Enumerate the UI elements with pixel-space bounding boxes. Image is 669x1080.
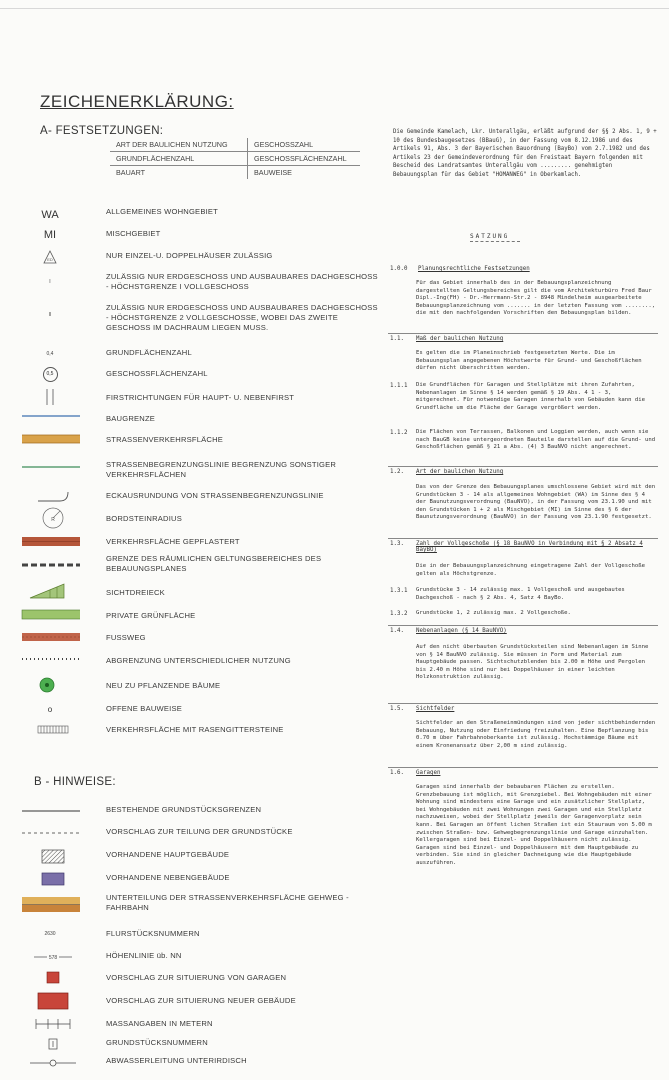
- legend-row-garagen: [0, 966, 380, 990]
- legend-label: PRIVATE GRÜNFLÄCHE: [106, 611, 196, 620]
- wa-text: WA: [41, 209, 59, 221]
- legend-row-eckausrundung: [0, 484, 380, 508]
- legend-row-mi: [0, 223, 380, 247]
- legend-row-gepflastert: [0, 530, 380, 554]
- section-heading: Garagen: [416, 770, 441, 776]
- section-text: Garagen sind innerhalb der bebaubaren Flächen zu erstellen. Grenzbebauung ist möglich, mit Grenzgiebel. Bei Wohngebäuden mit einer Wohnung sind mindestens eine Garage und ein zusätzlicher Stellplatz, bei Wohngebäuden mit zwei Wohnungen zwei Garagen und ein Stellplatz nachzuweisen, wobei der Stellplatz jeweils der Garagenvorplatz sein kann. Bei Garagen an öffent lichen Straßen ist ein Stauraum von 5.00 m zwischen Straßen- bzw. Gehwegbegrenzungslinie und Garage einzuhalten. Kellergaragen sind bei Einzel- und Doppelhäusern nicht zulässig. Garagen sind bei Einzel- und Doppelhäusern mit dem Hauptgebäude zu verbinden. Sie sind in gleicher Dachneigung wie die Hauptgebäude auszuführen.: [416, 784, 652, 866]
- legend-label: GRUNDSTÜCKSNUMMERN: [106, 1038, 208, 1047]
- legend-row-bordstein: [0, 506, 380, 530]
- section-text: Für das Gebiet innerhalb des in der Bebauungsplanzeichnung dargestellten Geltungsbereiches gilt die vom Architekturbüro Fred Baur Dipl.-Ing(FH) - Dr.-Herrmann-Str.2 - 8948 Mindelheim ausgearbeitete Bebauungsplanzeichnung vom ....... in der letzten Fassung vom ........, die mit den nachfolgenden Vorschriften den Bebauungsplan bilden.: [416, 280, 656, 317]
- legend-label: NUR EINZEL-U. DOPPELHÄUSER ZULÄSSIG: [106, 251, 273, 260]
- legend-label: BORDSTEINRADIUS: [106, 514, 182, 523]
- section-heading: Maß der baulichen Nutzung: [416, 336, 504, 342]
- legend-label: GRUNDFLÄCHENZAHL: [106, 348, 192, 357]
- red-small-box-icon: [20, 966, 80, 990]
- section-text: Sichtfelder an den Straßeneinmündungen sind von jeder sichtbehindernden Bebauung, Nutzung oder Einfriedung freizuhalten. Eine Bepflanzung bis 0.70 m über Fahrbahnoberkante ist zulässig. Hochstämmige Bäume mit einem Kronenansatz über 2,00 m sind zulässig.: [416, 720, 656, 749]
- legend-label: HÖHENLINIE üb. NN: [106, 951, 182, 960]
- legend-label: ABGRENZUNG UNTERSCHIEDLICHER NUTZUNG: [106, 656, 291, 665]
- satzung-underline: [470, 241, 520, 242]
- gfz-circle-icon: 0,5: [43, 367, 58, 382]
- section-text: Es gelten die im Planeinschrieb festgesetzten Werte. Die im Bebauungsplan angegebenen Höchstwerte für Grund- und Geschoßflächen dürfen nicht überschritten werden.: [416, 350, 642, 372]
- section-number: 1.1.1: [390, 383, 408, 389]
- open-construction-icon: o: [47, 704, 53, 714]
- legend-label: MISCHGEBIET: [106, 229, 161, 238]
- legend-label: STRASSENBEGRENZUNGSLINIE BEGRENZUNG SONSTIGER VERKEHRSFLÄCHEN: [106, 460, 337, 479]
- section-number: 1.6.: [390, 770, 404, 776]
- satzung-heading: SATZUNG: [470, 233, 510, 240]
- section-a-heading: A- FESTSETZUNGEN:: [40, 125, 164, 137]
- legend-row-grundstuecksgrenzen: [0, 800, 380, 824]
- schablone-grz: GRUNDFLÄCHENZAHL: [110, 152, 248, 165]
- contour-line-icon: [20, 944, 80, 968]
- section-number: 1.0.0: [390, 266, 408, 272]
- legend-label: ABWASSERLEITUNG UNTERIRDISCH: [106, 1056, 247, 1065]
- section-text: Das von der Grenze des Bebauungsplanes umschlossene Gebiet wird mit den Grundstücken 3 - 14 als allgemeines Wohngebiet (WA) im Sinne des § 4 der Baunutzungsverordnung (BauNVO), in der Fassung vom 23.1.90 und mit den Grundstücken 1 + 2 als Mischgebiet (MI) im Sinne des § 6 der Baunutzungsverordnung (BauNVO) in der Fassung vom 23.1.90 festgesetzt.: [416, 484, 656, 521]
- legend-row-abgrenzung: [0, 648, 380, 672]
- legend-label: GESCHOSSFLÄCHENZAHL: [106, 369, 208, 378]
- legend-label: VORHANDENE NEBENGEBÄUDE: [106, 873, 230, 882]
- legend-row-gruenflaeche: [0, 602, 380, 626]
- grass-grid-icon: [20, 718, 80, 742]
- divider: [388, 333, 658, 334]
- legend-label: ZULÄSSIG NUR ERDGESCHOSS UND AUSBAUBARES DACHGESCHOSS - HÖCHSTGRENZE I VOLLGESCHOSS: [106, 272, 378, 291]
- legend-row-einzel-doppel: [0, 245, 380, 269]
- section-number: 1.4.: [390, 628, 404, 634]
- section-number: 1.5.: [390, 706, 404, 712]
- svg-text:578: 578: [48, 955, 58, 961]
- legend-row-two-storey: [0, 303, 380, 332]
- legend-label: GRENZE DES RÄUMLICHEN GELTUNGSBEREICHES DES BEBAUUNGSPLANES: [106, 554, 322, 573]
- red-large-box-icon: [20, 989, 80, 1013]
- legend-label: BESTEHENDE GRUNDSTÜCKSGRENZEN: [106, 805, 262, 814]
- section-heading: Zahl der Vollgeschoße (§ 18 BauNVO in Verbindung mit § 2 Absatz 4 BayBO): [416, 541, 643, 553]
- sight-triangle-icon: [20, 580, 80, 604]
- dashed-line-icon: [20, 822, 80, 846]
- solid-line-icon: [20, 800, 80, 824]
- section-number: 1.1.: [390, 336, 404, 342]
- legend-row-hoehenlinie: [0, 944, 380, 968]
- legend-label: VORSCHLAG ZUR SITUIERUNG NEUER GEBÄUDE: [106, 996, 296, 1005]
- legend-label: VORSCHLAG ZUR TEILUNG DER GRUNDSTÜCKE: [106, 827, 293, 836]
- intro-paragraph: Die Gemeinde Kamelach, Lkr. Unterallgäu, erläßt aufgrund der §§ 2 Abs. 1, 9 + 10 des Bundesbaugesetzes (BBauG), in der Fassung vom 8.12.1986 und des Artikels 91, Abs. 3 der Bayerischen Bauordnung (BayBo) vom 2.7.1982 und des Artikels 23 der Gemeindeverordnung für den Freistaat Bayern folgenden mit Bescheid des Landratsamtes Unterallgäu vom ......... genehmigten Bebauungsplan für das Gebiet "HOMANWEG" in Oberkamlach.: [393, 129, 657, 178]
- legend-label: FUSSWEG: [106, 633, 146, 642]
- dashed-boundary-icon: [20, 553, 80, 577]
- section-text: Grundstücke 1, 2 zulässig max. 2 Vollgeschoße.: [416, 610, 571, 616]
- roman-numeral-two: II: [48, 312, 52, 318]
- green-line-icon: [20, 455, 80, 479]
- tree-icon: [20, 673, 80, 697]
- triangle-icon: [43, 250, 57, 264]
- legend-label: VERKEHRSFLÄCHE MIT RASENGITTERSTEINE: [106, 725, 284, 734]
- legend-label: VORSCHLAG ZUR SITUIERUNG VON GARAGEN: [106, 973, 287, 982]
- section-number: 1.1.2: [390, 430, 408, 436]
- divider: [388, 466, 658, 467]
- section-text: Grundstücke 3 - 14 zulässig max. 1 Vollgeschoß und ausgebautes Dachgeschoß - nach § 2 Abs. 4, Satz 4 BayBo.: [416, 587, 625, 601]
- legend-label: OFFENE BAUWEISE: [106, 704, 182, 713]
- svg-text:R: R: [51, 517, 55, 523]
- legend-row-hauptgebaeude: [0, 845, 380, 869]
- legend-label: FIRSTRICHTUNGEN FÜR HAUPT- U. NEBENFIRST: [106, 393, 295, 402]
- orange-band-icon: [20, 428, 80, 452]
- legend-label: VORHANDENE HAUPTGEBÄUDE: [106, 850, 230, 859]
- radius-circle-icon: [20, 506, 80, 530]
- schablone-art: ART DER BAULICHEN NUTZUNG: [110, 138, 248, 151]
- dotted-boundary-icon: [20, 648, 80, 672]
- roman-numeral-one: I: [49, 279, 51, 285]
- section-number: 1.3.2: [390, 611, 408, 617]
- legend-label: SICHTDREIECK: [106, 588, 165, 597]
- section-number: 1.3.: [390, 541, 404, 547]
- legend-row-teilung: [0, 822, 380, 846]
- legend-label: MASSANGABEN IN METERN: [106, 1019, 213, 1028]
- schablone-bauweise: BAUWEISE: [254, 168, 292, 177]
- green-area-icon: [20, 602, 80, 626]
- legend-label: STRASSENVERKEHRSFLÄCHE: [106, 435, 224, 444]
- divider: [388, 767, 658, 768]
- legend-row-abwasser: [0, 1052, 380, 1076]
- split-band-icon: [20, 893, 80, 917]
- legend-label: NEU ZU PFLANZENDE BÄUME: [106, 681, 221, 690]
- purple-box-icon: [20, 868, 80, 892]
- hatched-box-icon: [20, 845, 80, 869]
- blue-line-icon: [20, 405, 80, 429]
- legend-row-gfz: [0, 362, 380, 386]
- legend-row-one-storey: [0, 270, 380, 294]
- legend-label: UNTERTEILUNG DER STRASSENVERKEHRSFLÄCHE GEHWEG - FAHRBAHN: [106, 893, 349, 912]
- legend-label: ECKAUSRUNDUNG VON STRASSENBEGRENZUNGSLINIE: [106, 491, 324, 500]
- legend-row-strassenverkehr: [0, 428, 380, 452]
- mi-text: MI: [43, 229, 57, 241]
- legend-row-neue-gebaeude: [0, 989, 380, 1013]
- footpath-band-icon: [20, 625, 80, 649]
- legend-row-fussweg: [0, 625, 380, 649]
- section-heading: Planungsrechtliche Festsetzungen: [418, 266, 530, 272]
- legend-row-strassenbegrenzung: [0, 455, 380, 479]
- section-text: Die Flächen von Terrassen, Balkonen und Loggien werden, auch wenn sie nach BauGB keine untergeordneten Bauteile darstellen auf die Grund- und Geschoßflächen gemäß § 21 a Abs. (4) 3 BauNVO nicht angerechnet.: [416, 429, 656, 451]
- divider: [388, 703, 658, 704]
- legend-row-geltungsbereich: [0, 553, 380, 577]
- section-heading: Art der baulichen Nutzung: [416, 469, 504, 475]
- sewer-line-icon: [20, 1052, 80, 1076]
- corner-curve-icon: [20, 484, 80, 508]
- legend-row-sichtdreieck: [0, 580, 380, 604]
- page-title: ZEICHENERKLÄRUNG:: [40, 92, 234, 111]
- parcel-number: 2630: [44, 931, 56, 937]
- legend-row-baeume: [0, 673, 380, 697]
- section-number: 1.2.: [390, 469, 404, 475]
- legend-label: ZULÄSSIG NUR ERDGESCHOSS UND AUSBAUBARES DACHGESCHOSS - HÖCHSTGRENZE 2 VOLLGESCHOSSE, WOBEI DAS ZWEITE GESCHOSS IM DACHRAUM LIEGEN MUSS.: [106, 303, 378, 332]
- svg-text:ED: ED: [47, 257, 53, 262]
- legend-label: ALLGEMEINES WOHNGEBIET: [106, 207, 218, 216]
- legend-row-flurstueck: [0, 922, 380, 946]
- section-text: Auf den nicht überbauten Grundstücksteilen sind Nebenanlagen im Sinne von § 14 BauNVO zulässig. Sie müssen in Form und Material zum Hauptgebäude passen. Sichtschutzblenden bis 2.00 m Höhe und Pergolen bis 2.40 m Höhe sind nur bei Doppelhäuser in einer leichten Holzkonstruktion zulässig.: [416, 644, 649, 681]
- paved-band-icon: [20, 530, 80, 554]
- schablone-bauart: BAUART: [110, 166, 248, 179]
- schablone-gfz: GESCHOSSFLÄCHENZAHL: [254, 154, 347, 163]
- section-heading: Sichtfelder: [416, 706, 455, 712]
- grz-number: 0,4: [46, 351, 54, 357]
- divider: [388, 538, 658, 539]
- section-b-heading: B - HINWEISE:: [34, 776, 116, 788]
- top-edge-line: [0, 8, 669, 9]
- nutzungsschablone: [110, 138, 360, 179]
- legend-label: FLURSTÜCKSNUMMERN: [106, 929, 200, 938]
- legend-label: VERKEHRSFLÄCHE GEPFLASTERT: [106, 537, 240, 546]
- legend-label: BAUGRENZE: [106, 414, 156, 423]
- legend-row-baugrenze: [0, 405, 380, 429]
- section-text: Die Grundflächen für Garagen und Stellplätze mit ihren Zufahrten, Nebenanlagen im Sinne § 14 werden gemäß § 19 Abs. 4 1 - 3, mitgerechnet. Für notwendige Garagen innerhalb von Gebäuden kann die Grundfläche um die Fläche der Garage vergrößert werden.: [416, 382, 646, 411]
- legend-row-unterteilung: [0, 893, 380, 917]
- section-heading: Nebenanlagen (§ 14 BauNVO): [416, 628, 507, 634]
- schablone-geschosszahl: GESCHOSSZAHL: [254, 140, 314, 149]
- section-text: Die in der Bebauungsplanzeichnung eingetragene Zahl der Vollgeschoße gelten als Höchstgrenze.: [416, 563, 646, 577]
- legend-row-nebengebaeude: [0, 868, 380, 892]
- divider: [388, 625, 658, 626]
- legend-row-rasengitter: [0, 718, 380, 742]
- section-number: 1.3.1: [390, 588, 408, 594]
